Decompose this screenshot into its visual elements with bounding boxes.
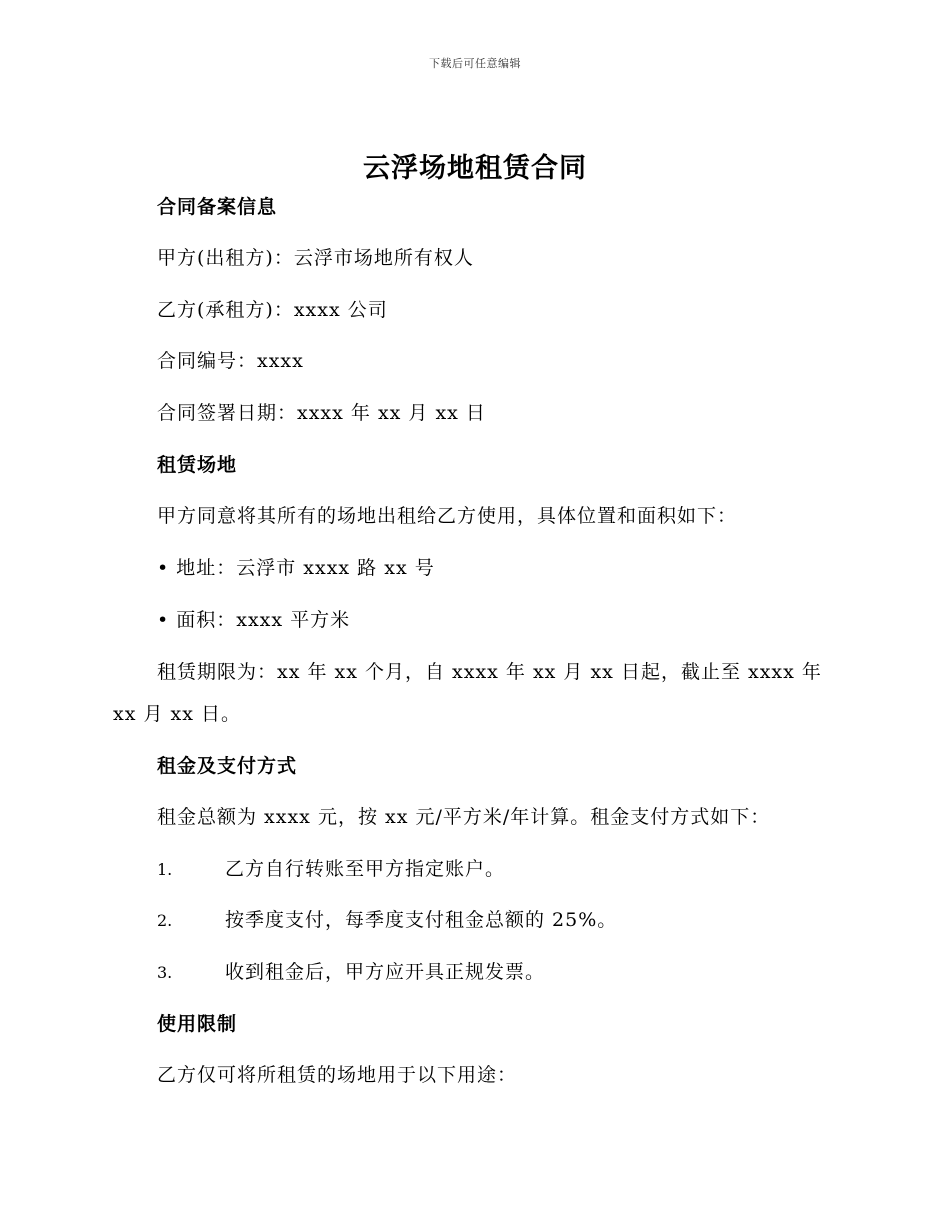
lease-term-paragraph: 租赁期限为：xx 年 xx 个月，自 xxxx 年 xx 月 xx 日起，截止至 xxxx 年 xx 月 xx 日。: [113, 661, 822, 725]
list-item-number: 3.: [157, 963, 173, 982]
payment-list-item: [157, 856, 505, 883]
restrictions-intro: 乙方仅可将所租赁的场地用于以下用途：: [157, 1064, 518, 1086]
section-heading-payment: 租金及支付方式: [157, 755, 298, 777]
party-b-line: 乙方(承租方)：xxxx 公司: [157, 299, 388, 321]
list-item-number: 1.: [157, 860, 173, 879]
document-title: 云浮场地租赁合同: [363, 153, 587, 184]
page-header-note: 下载后可任意编辑: [429, 57, 521, 70]
list-item-text: 乙方自行转账至甲方指定账户。: [225, 858, 506, 880]
section-heading-restrictions: 使用限制: [157, 1013, 238, 1035]
venue-intro: 甲方同意将其所有的场地出租给乙方使用，具体位置和面积如下：: [157, 505, 738, 527]
list-item-text: 按季度支付，每季度支付租金总额的 25%。: [225, 909, 618, 931]
party-a-line: 甲方(出租方)：云浮市场地所有权人: [157, 247, 474, 269]
sign-date-line: 合同签署日期：xxxx 年 xx 月 xx 日: [157, 402, 486, 424]
venue-area-bullet: • 面积：xxxx 平方米: [157, 609, 351, 631]
payment-intro: 租金总额为 xxxx 元，按 xx 元/平方米/年计算。租金支付方式如下：: [157, 806, 771, 828]
venue-address-bullet: • 地址：云浮市 xxxx 路 xx 号: [157, 557, 435, 579]
contract-number-line: 合同编号：xxxx: [157, 350, 304, 372]
section-heading-filing: 合同备案信息: [157, 196, 278, 218]
list-item-text: 收到租金后，甲方应开具正规发票。: [225, 961, 546, 983]
list-item-number: 2.: [157, 911, 173, 930]
payment-list-item: [157, 907, 617, 934]
payment-list-item: [157, 959, 545, 986]
section-heading-venue: 租赁场地: [157, 454, 238, 476]
